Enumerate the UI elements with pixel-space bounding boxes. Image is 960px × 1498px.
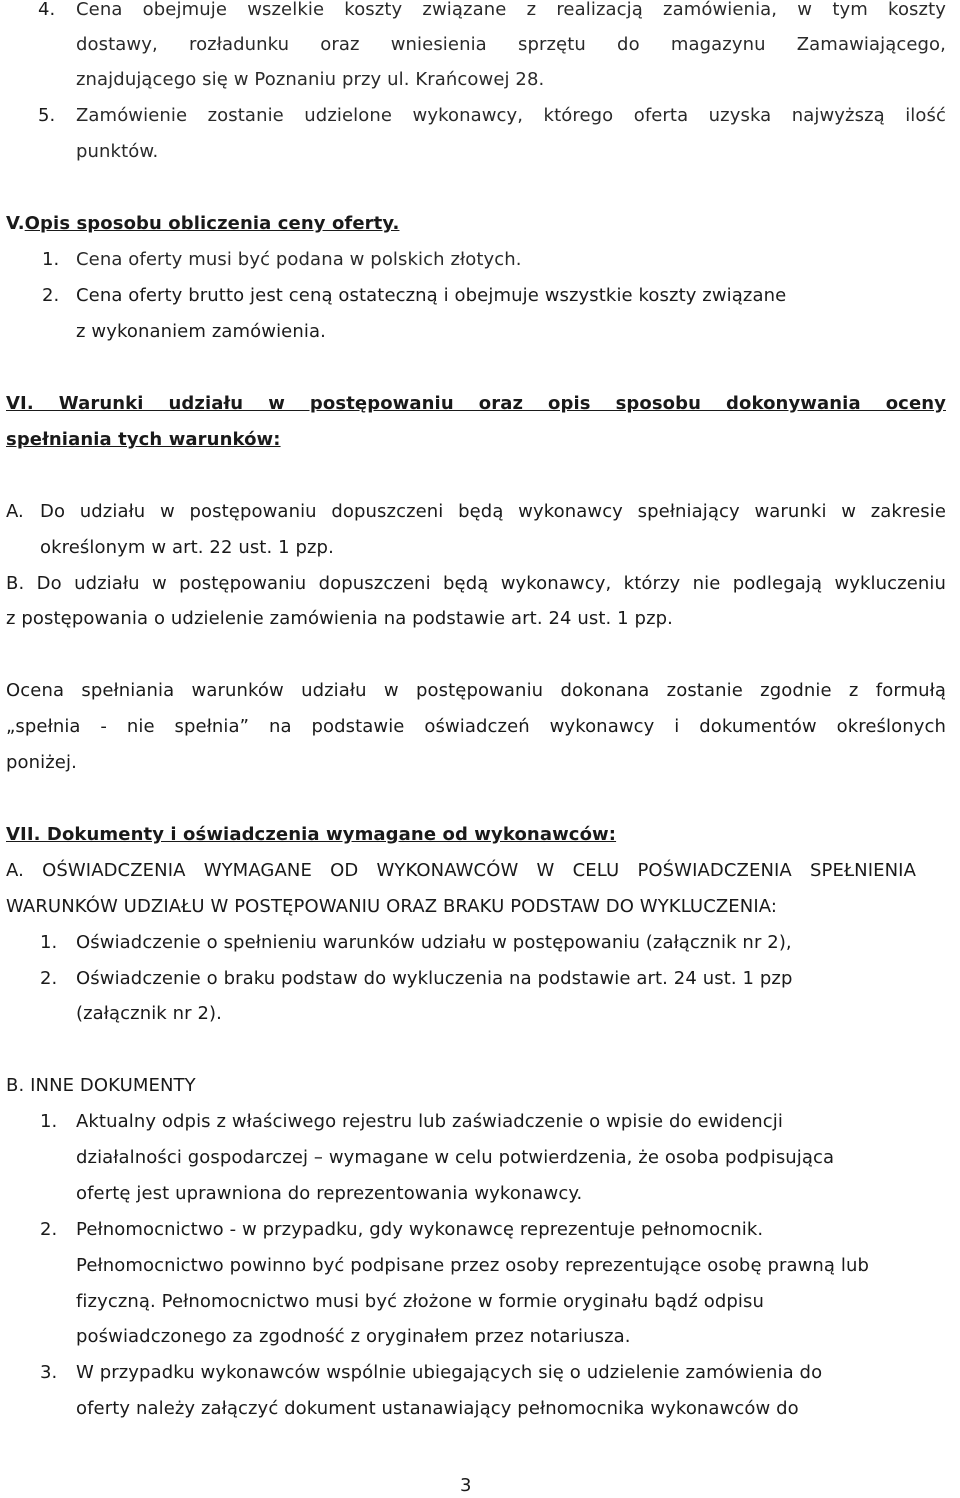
sec7-b-item-2-line-2: Pełnomocnictwo powinno być podpisane przez osoby reprezentujące osobę prawną lub <box>76 1255 870 1276</box>
sec5-item-2-number: 2. <box>42 285 60 306</box>
assessment-line-1: Ocena spełniania warunków udziału w postępowaniu dokonana zostanie zgodnie z formułą <box>6 680 946 701</box>
page-number: 3 <box>460 1475 472 1496</box>
section-5-heading <box>6 212 399 236</box>
sec7-a-item-1-text: Oświadczenie o spełnieniu warunków udziału w postępowaniu (załącznik nr 2), <box>76 932 792 953</box>
assessment-line-3: poniżej. <box>6 752 77 773</box>
section-5-heading-number: V. <box>6 213 25 234</box>
sec5-item-2-line-2: z wykonaniem zamówienia. <box>76 321 326 342</box>
sec6-b-line-1 <box>6 572 946 596</box>
section-6-heading-line-1: VI. Warunki udziału w postępowaniu oraz opis sposobu dokonywania oceny <box>6 393 946 414</box>
item-5-line-1: Zamówienie zostanie udzielone wykonawcy, którego oferta uzyska najwyższą ilość <box>76 105 946 126</box>
section-5-heading-text: Opis sposobu obliczenia ceny oferty. <box>24 213 400 234</box>
sec7-a-item-1-number: 1. <box>40 932 58 953</box>
section-6-heading-line-2: spełniania tych warunków: <box>6 429 281 450</box>
item-5-line-2: punktów. <box>76 141 159 162</box>
sec7-b-item-1-number: 1. <box>40 1111 58 1132</box>
item-4-line-3: znajdującego się w Poznaniu przy ul. Krańcowej 28. <box>76 69 545 90</box>
item-5-number: 5. <box>38 105 56 126</box>
sec7-b-item-3-number: 3. <box>40 1362 58 1383</box>
section-7-heading: VII. Dokumenty i oświadczenia wymagane od wykonawców: <box>6 824 617 845</box>
sec7-b-item-2-line-4: poświadczonego za zgodność z oryginałem przez notariusza. <box>76 1326 631 1347</box>
sec6-b-line-2: z postępowania o udzielenie zamówienia na podstawie art. 24 ust. 1 pzp. <box>6 608 673 629</box>
sec7-b-item-1-line-2: działalności gospodarczej – wymagane w celu potwierdzenia, że osoba podpisująca <box>76 1147 835 1168</box>
sec7-a-item-2-number: 2. <box>40 968 58 989</box>
sec7-b-item-2-line-3: fizyczną. Pełnomocnictwo musi być złożone w formie oryginału bądź odpisu <box>76 1291 765 1312</box>
sec6-b-line-1-text: Do udziału w postępowaniu dopuszczeni będą wykonawcy, którzy nie podlegają wykluczeniu <box>36 573 946 594</box>
sec7-b-item-2-number: 2. <box>40 1219 58 1240</box>
sec7-b-item-3-line-1: W przypadku wykonawców wspólnie ubiegających się o udzielenie zamówienia do <box>76 1362 823 1383</box>
sec7-b-item-2-line-1: Pełnomocnictwo - w przypadku, gdy wykonawcę reprezentuje pełnomocnik. <box>76 1219 764 1240</box>
sec7-b-item-3-line-2: oferty należy załączyć dokument ustanawiający pełnomocnika wykonawców do <box>76 1398 799 1419</box>
sec6-b-label: B. <box>6 573 25 594</box>
item-4-line-1: Cena obejmuje wszelkie koszty związane z realizacją zamówienia, w tym koszty <box>76 0 946 20</box>
sec7-b-heading: B. INNE DOKUMENTY <box>6 1075 196 1096</box>
sec7-b-item-1-line-3: ofertę jest uprawniona do reprezentowania wykonawcy. <box>76 1183 583 1204</box>
sec5-item-1-text: Cena oferty musi być podana w polskich złotych. <box>76 249 522 270</box>
item-4-number: 4. <box>38 0 56 20</box>
sec5-item-2-line-1: Cena oferty brutto jest ceną ostateczną i obejmuje wszystkie koszty związane <box>76 285 787 306</box>
sec7-a-heading-line-2: WARUNKÓW UDZIAŁU W POSTĘPOWANIU ORAZ BRAKU PODSTAW DO WYKLUCZENIA: <box>6 896 778 917</box>
sec6-a-label: A. <box>6 501 24 522</box>
sec6-a-line-1: Do udziału w postępowaniu dopuszczeni będą wykonawcy spełniający warunki w zakresie <box>40 501 946 522</box>
sec7-a-item-2-line-2: (załącznik nr 2). <box>76 1003 222 1024</box>
assessment-line-2: „spełnia - nie spełnia” na podstawie oświadczeń wykonawcy i dokumentów określonych <box>6 716 946 737</box>
sec5-item-1-number: 1. <box>42 249 60 270</box>
sec6-a-line-2: określonym w art. 22 ust. 1 pzp. <box>40 537 334 558</box>
sec7-b-item-1-line-1: Aktualny odpis z właściwego rejestru lub zaświadczenie o wpisie do ewidencji <box>76 1111 784 1132</box>
sec7-a-item-2-line-1: Oświadczenie o braku podstaw do wykluczenia na podstawie art. 24 ust. 1 pzp <box>76 968 793 989</box>
item-4-line-2: dostawy, rozładunku oraz wniesienia sprzętu do magazynu Zamawiającego, <box>76 34 946 55</box>
sec7-a-heading-line-1: A. OŚWIADCZENIA WYMAGANE OD WYKONAWCÓW W CELU POŚWIADCZENIA SPEŁNIENIA <box>6 860 916 881</box>
